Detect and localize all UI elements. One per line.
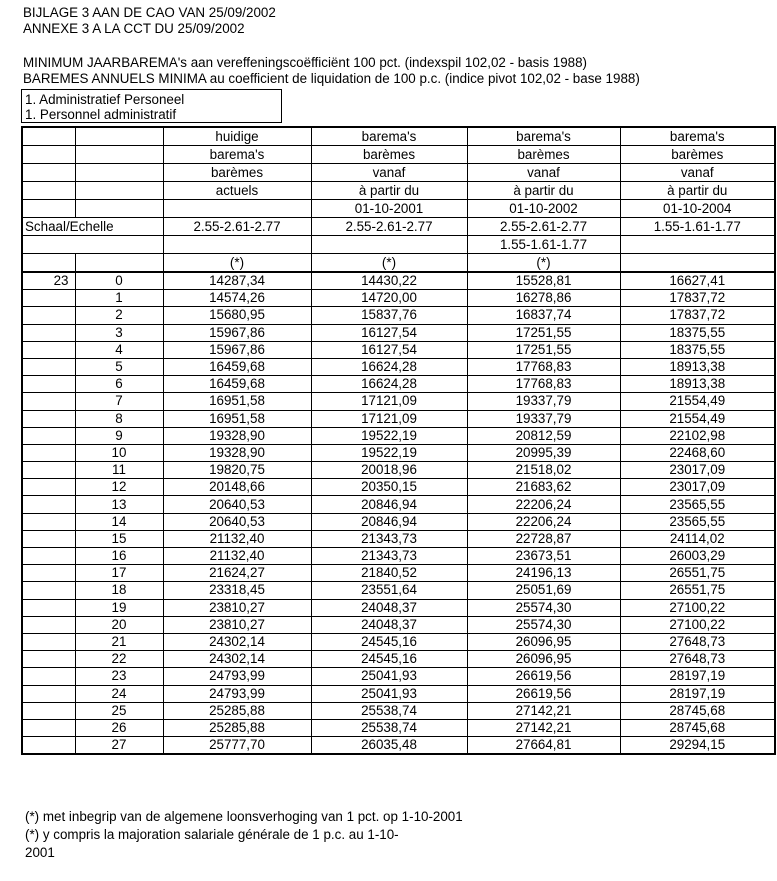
salary-cell: 26003,29: [620, 548, 775, 565]
salary-cell: 27100,22: [620, 599, 775, 616]
salary-cell: 23565,55: [620, 513, 775, 530]
salary-cell: 26551,75: [620, 565, 775, 582]
salary-cell: 24048,37: [311, 599, 467, 616]
salary-cell: 15837,76: [311, 307, 467, 324]
step-cell: 3: [75, 324, 163, 341]
salary-cell: 25041,93: [311, 685, 467, 702]
salary-cell: 23017,09: [620, 479, 775, 496]
salary-cell: 26035,48: [311, 737, 467, 755]
section-box: [21, 89, 282, 123]
salary-cell: 19337,79: [467, 393, 620, 410]
step-cell: 27: [75, 737, 163, 755]
salary-cell: 14430,22: [311, 272, 467, 290]
col1-header-line: actuels: [163, 182, 311, 200]
header-row: [22, 127, 775, 146]
salary-cell: 17121,09: [311, 410, 467, 427]
salary-cell: 23810,27: [163, 616, 311, 633]
table-row: [22, 685, 775, 702]
salary-cell: 25285,88: [163, 719, 311, 736]
salary-cell: 15967,86: [163, 324, 311, 341]
salary-cell: 25285,88: [163, 702, 311, 719]
table-row: [22, 616, 775, 633]
salary-cell: 23017,09: [620, 462, 775, 479]
col3-scale: 2.55-2.61-2.77: [467, 218, 620, 236]
salary-cell: 23318,45: [163, 582, 311, 599]
col1-header-line: huidige: [163, 127, 311, 146]
col4-header-line: barema's: [620, 127, 775, 146]
salary-cell: 27648,73: [620, 651, 775, 668]
salary-cell: 17768,83: [467, 358, 620, 375]
col4-header-line: à partir du: [620, 182, 775, 200]
table-row: [22, 462, 775, 479]
salary-cell: 22102,98: [620, 427, 775, 444]
step-cell: 24: [75, 685, 163, 702]
col1-scale: 2.55-2.61-2.77: [163, 218, 311, 236]
grade-cell: [22, 685, 75, 702]
salary-cell: 24545,16: [311, 651, 467, 668]
salary-cell: 16278,86: [467, 290, 620, 307]
table-row: [22, 393, 775, 410]
salary-cell: 28197,19: [620, 685, 775, 702]
grade-cell: [22, 341, 75, 358]
header-row: [22, 164, 775, 182]
salary-cell: 20812,59: [467, 427, 620, 444]
table-row: [22, 496, 775, 513]
footnote-fr-continued: 2001: [25, 845, 55, 860]
salary-cell: 16951,58: [163, 410, 311, 427]
salary-cell: 21132,40: [163, 530, 311, 547]
salary-cell: 24545,16: [311, 633, 467, 650]
salary-cell: 19328,90: [163, 444, 311, 461]
step-cell: 23: [75, 668, 163, 685]
grade-cell: [22, 719, 75, 736]
salary-cell: 18913,38: [620, 376, 775, 393]
col2-note: (*): [311, 254, 467, 273]
col1-header-line: barèmes: [163, 164, 311, 182]
salary-cell: 25051,69: [467, 582, 620, 599]
table-row: [22, 479, 775, 496]
salary-cell: 17837,72: [620, 290, 775, 307]
salary-cell: 28745,68: [620, 702, 775, 719]
salary-table: [21, 126, 776, 755]
grade-cell: [22, 393, 75, 410]
salary-cell: 22206,24: [467, 496, 620, 513]
salary-cell: 26551,75: [620, 582, 775, 599]
step-cell: 15: [75, 530, 163, 547]
col3-header-line: barema's: [467, 127, 620, 146]
scale-description-fr: BAREMES ANNUELS MINIMA au coefficient de liquidation de 100 p.c. (indice pivot 102,02 - base 1988): [23, 71, 640, 86]
salary-cell: 29294,15: [620, 737, 775, 755]
table-row: [22, 272, 775, 290]
col1-scale-2: [163, 236, 311, 254]
table-row: [22, 358, 775, 375]
salary-cell: 25538,74: [311, 719, 467, 736]
step-cell: 11: [75, 462, 163, 479]
scale-description-nl: MINIMUM JAARBAREMA's aan vereffeningscoëfficiënt 100 pct. (indexspil 102,02 - basis 1988): [23, 55, 587, 70]
col3-header-line: barèmes: [467, 146, 620, 164]
step-cell: 20: [75, 616, 163, 633]
col2-header-line: barèmes: [311, 146, 467, 164]
grade-cell: [22, 358, 75, 375]
step-cell: 10: [75, 444, 163, 461]
table-body: [22, 272, 775, 754]
table-row: [22, 307, 775, 324]
salary-cell: 24793,99: [163, 685, 311, 702]
col2-header-line: 01-10-2001: [311, 200, 467, 218]
salary-cell: 15680,95: [163, 307, 311, 324]
salary-cell: 16459,68: [163, 376, 311, 393]
salary-cell: 21132,40: [163, 548, 311, 565]
salary-cell: 20640,53: [163, 496, 311, 513]
step-cell: 19: [75, 599, 163, 616]
salary-cell: 15528,81: [467, 272, 620, 290]
salary-cell: 17251,55: [467, 324, 620, 341]
step-cell: 2: [75, 307, 163, 324]
salary-cell: 16459,68: [163, 358, 311, 375]
salary-cell: 24302,14: [163, 651, 311, 668]
grade-cell: [22, 565, 75, 582]
table-row: [22, 633, 775, 650]
col2-scale: 2.55-2.61-2.77: [311, 218, 467, 236]
salary-cell: 19522,19: [311, 427, 467, 444]
salary-cell: 26096,95: [467, 633, 620, 650]
salary-cell: 21343,73: [311, 548, 467, 565]
salary-cell: 19820,75: [163, 462, 311, 479]
salary-cell: 24302,14: [163, 633, 311, 650]
step-cell: 18: [75, 582, 163, 599]
salary-cell: 20350,15: [311, 479, 467, 496]
scale-row: [22, 218, 775, 236]
col4-header-line: 01-10-2004: [620, 200, 775, 218]
table-row: [22, 290, 775, 307]
salary-cell: 20846,94: [311, 513, 467, 530]
table-row: [22, 582, 775, 599]
salary-cell: 22728,87: [467, 530, 620, 547]
step-cell: 12: [75, 479, 163, 496]
salary-cell: 23551,64: [311, 582, 467, 599]
salary-cell: 16127,54: [311, 341, 467, 358]
col1-header-line: barema's: [163, 146, 311, 164]
salary-cell: 21683,62: [467, 479, 620, 496]
salary-cell: 19328,90: [163, 427, 311, 444]
col1-note: (*): [163, 254, 311, 273]
step-cell: 1: [75, 290, 163, 307]
footnote-nl: (*) met inbegrip van de algemene loonsverhoging van 1 pct. op 1-10-2001: [25, 809, 463, 824]
footnote-fr: (*) y compris la majoration salariale générale de 1 p.c. au 1-10-: [25, 827, 399, 842]
step-cell: 26: [75, 719, 163, 736]
salary-cell: 20846,94: [311, 496, 467, 513]
salary-cell: 20640,53: [163, 513, 311, 530]
salary-cell: 16837,74: [467, 307, 620, 324]
grade-cell: [22, 616, 75, 633]
salary-cell: 25574,30: [467, 616, 620, 633]
salary-cell: 19522,19: [311, 444, 467, 461]
step-cell: 25: [75, 702, 163, 719]
grade-cell: [22, 599, 75, 616]
annex-title-nl: BIJLAGE 3 AAN DE CAO VAN 25/09/2002: [23, 5, 276, 20]
step-cell: 13: [75, 496, 163, 513]
table-row: [22, 444, 775, 461]
salary-cell: 27142,21: [467, 719, 620, 736]
salary-cell: 21554,49: [620, 410, 775, 427]
note-row: [22, 254, 775, 273]
col2-scale-2: [311, 236, 467, 254]
salary-cell: 24114,02: [620, 530, 775, 547]
col1-header-line: [163, 200, 311, 218]
salary-cell: 17251,55: [467, 341, 620, 358]
salary-cell: 25041,93: [311, 668, 467, 685]
grade-cell: [22, 376, 75, 393]
salary-cell: 27648,73: [620, 633, 775, 650]
salary-cell: 16627,41: [620, 272, 775, 290]
salary-cell: 26096,95: [467, 651, 620, 668]
salary-cell: 23673,51: [467, 548, 620, 565]
step-cell: 7: [75, 393, 163, 410]
col3-scale-2: 1.55-1.61-1.77: [467, 236, 620, 254]
table-row: [22, 651, 775, 668]
table-row: [22, 341, 775, 358]
salary-cell: 17121,09: [311, 393, 467, 410]
salary-cell: 16624,28: [311, 358, 467, 375]
table-row: [22, 513, 775, 530]
col3-header-line: vanaf: [467, 164, 620, 182]
grade-cell: [22, 651, 75, 668]
grade-cell: [22, 530, 75, 547]
salary-cell: 20995,39: [467, 444, 620, 461]
header-row: [22, 200, 775, 218]
table-row: [22, 410, 775, 427]
col3-note: (*): [467, 254, 620, 273]
table-row: [22, 427, 775, 444]
salary-cell: 28197,19: [620, 668, 775, 685]
salary-cell: 18375,55: [620, 341, 775, 358]
section-title-fr: 1. Personnel administratif: [25, 107, 177, 122]
salary-cell: 18913,38: [620, 358, 775, 375]
col2-header-line: barema's: [311, 127, 467, 146]
salary-cell: 21554,49: [620, 393, 775, 410]
salary-cell: 27142,21: [467, 702, 620, 719]
col4-scale: 1.55-1.61-1.77: [620, 218, 775, 236]
step-cell: 9: [75, 427, 163, 444]
grade-cell: [22, 307, 75, 324]
salary-cell: 20018,96: [311, 462, 467, 479]
salary-cell: 26619,56: [467, 685, 620, 702]
table-row: [22, 702, 775, 719]
step-cell: 4: [75, 341, 163, 358]
salary-cell: 18375,55: [620, 324, 775, 341]
salary-cell: 23810,27: [163, 599, 311, 616]
salary-cell: 24048,37: [311, 616, 467, 633]
col2-header-line: vanaf: [311, 164, 467, 182]
salary-cell: 16127,54: [311, 324, 467, 341]
step-cell: 21: [75, 633, 163, 650]
salary-cell: 16951,58: [163, 393, 311, 410]
salary-cell: 25574,30: [467, 599, 620, 616]
grade-cell: [22, 444, 75, 461]
salary-cell: 22468,60: [620, 444, 775, 461]
salary-cell: 17837,72: [620, 307, 775, 324]
table-row: [22, 668, 775, 685]
table-row: [22, 565, 775, 582]
salary-cell: 28745,68: [620, 719, 775, 736]
grade-cell: [22, 548, 75, 565]
salary-cell: 14287,34: [163, 272, 311, 290]
table-row: [22, 324, 775, 341]
scale-label: Schaal/Echelle: [22, 218, 163, 236]
step-cell: 5: [75, 358, 163, 375]
table-row: [22, 719, 775, 736]
col2-header-line: à partir du: [311, 182, 467, 200]
salary-cell: 27664,81: [467, 737, 620, 755]
salary-cell: 15967,86: [163, 341, 311, 358]
step-cell: 6: [75, 376, 163, 393]
salary-cell: 20148,66: [163, 479, 311, 496]
grade-cell: [22, 737, 75, 755]
step-cell: 8: [75, 410, 163, 427]
grade-cell: [22, 479, 75, 496]
step-cell: 22: [75, 651, 163, 668]
col4-header-line: barèmes: [620, 146, 775, 164]
section-title-nl: 1. Administratief Personeel: [25, 92, 185, 107]
salary-cell: 14720,00: [311, 290, 467, 307]
salary-cell: 23565,55: [620, 496, 775, 513]
table-row: [22, 376, 775, 393]
step-cell: 16: [75, 548, 163, 565]
salary-cell: 25538,74: [311, 702, 467, 719]
step-cell: 0: [75, 272, 163, 290]
grade-cell: [22, 324, 75, 341]
step-cell: 14: [75, 513, 163, 530]
salary-cell: 16624,28: [311, 376, 467, 393]
grade-cell: [22, 513, 75, 530]
table-header: [22, 127, 775, 272]
grade-cell: [22, 668, 75, 685]
col3-header-line: à partir du: [467, 182, 620, 200]
step-cell: 17: [75, 565, 163, 582]
salary-cell: 21343,73: [311, 530, 467, 547]
grade-cell: [22, 496, 75, 513]
header-row: [22, 182, 775, 200]
col4-header-line: vanaf: [620, 164, 775, 182]
table-row: [22, 530, 775, 547]
salary-cell: 26619,56: [467, 668, 620, 685]
grade-cell: [22, 462, 75, 479]
col3-header-line: 01-10-2002: [467, 200, 620, 218]
table-row: [22, 548, 775, 565]
grade-cell: [22, 427, 75, 444]
salary-cell: 25777,70: [163, 737, 311, 755]
salary-cell: 21518,02: [467, 462, 620, 479]
col4-note: [620, 254, 775, 273]
grade-cell: [22, 702, 75, 719]
salary-cell: 24793,99: [163, 668, 311, 685]
table-row: [22, 737, 775, 755]
salary-cell: 21840,52: [311, 565, 467, 582]
annex-title-fr: ANNEXE 3 A LA CCT DU 25/09/2002: [23, 21, 245, 36]
grade-cell: 23: [22, 272, 75, 290]
col4-scale-2: [620, 236, 775, 254]
grade-cell: [22, 410, 75, 427]
salary-cell: 24196,13: [467, 565, 620, 582]
scale-row-2: [22, 236, 775, 254]
grade-cell: [22, 633, 75, 650]
salary-cell: 22206,24: [467, 513, 620, 530]
salary-cell: 19337,79: [467, 410, 620, 427]
grade-cell: [22, 582, 75, 599]
header-row: [22, 146, 775, 164]
salary-cell: 27100,22: [620, 616, 775, 633]
salary-cell: 14574,26: [163, 290, 311, 307]
salary-cell: 21624,27: [163, 565, 311, 582]
salary-cell: 17768,83: [467, 376, 620, 393]
grade-cell: [22, 290, 75, 307]
table-row: [22, 599, 775, 616]
